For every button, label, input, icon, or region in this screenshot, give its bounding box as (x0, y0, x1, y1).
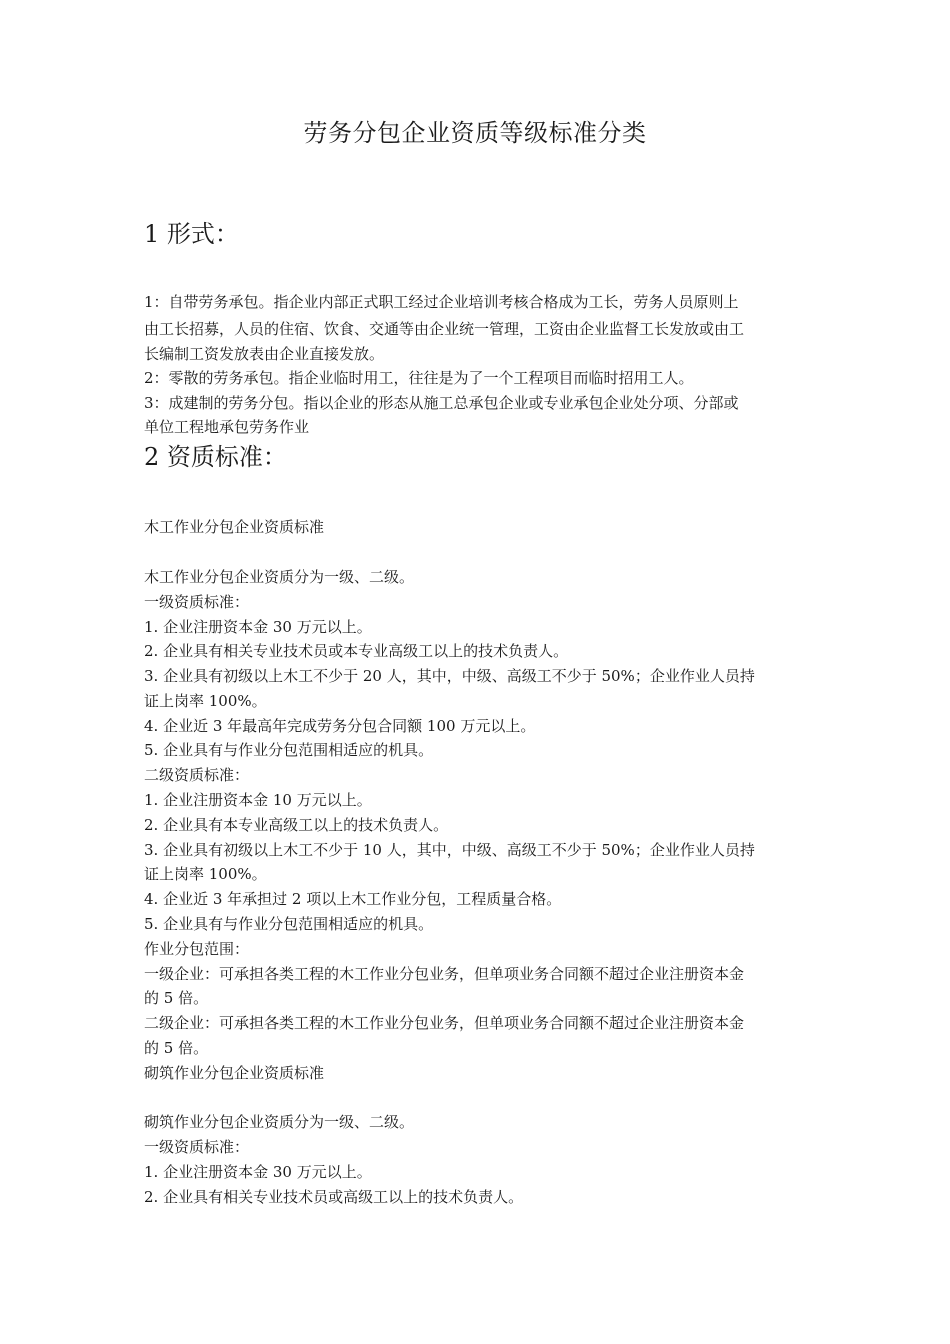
list-item: 4. 企业近 3 年最高年完成劳务分包合同额 100 万元以上。 (144, 717, 536, 735)
paragraph-line: 一级资质标准： (144, 593, 250, 611)
list-item: 1. 企业注册资本金 10 万元以上。 (144, 791, 372, 809)
list-item: 2. 企业具有本专业高级工以上的技术负责人。 (144, 816, 449, 834)
paragraph-line: 一级资质标准： (144, 1138, 250, 1156)
list-item: 2. 企业具有相关专业技术员或高级工以上的技术负责人。 (144, 1188, 524, 1206)
paragraph-line: 一级企业：可承担各类工程的木工作业分包业务，但单项业务合同额不超过企业注册资本金 (144, 965, 745, 983)
paragraph-line: 2：零散的劳务承包。指企业临时用工，往往是为了一个工程项目而临时招用工人。 (144, 369, 694, 387)
list-item: 4. 企业近 3 年承担过 2 项以上木工作业分包，工程质量合格。 (144, 890, 562, 908)
subsection-title: 砌筑作业分包企业资质标准 (144, 1064, 325, 1082)
section-heading-qualification: 2 资质标准： (144, 443, 287, 471)
paragraph-line: 木工作业分包企业资质分为一级、二级。 (144, 568, 415, 586)
paragraph-line: 的 5 倍。 (144, 1039, 209, 1057)
paragraph-line: 1：自带劳务承包。指企业内部正式职工经过企业培训考核合格成为工长，劳务人员原则上 (144, 293, 739, 311)
list-item: 1. 企业注册资本金 30 万元以上。 (144, 1163, 372, 1181)
paragraph-line: 3：成建制的劳务分包。指以企业的形态从施工总承包企业或专业承包企业处分项、分部或 (144, 394, 739, 412)
paragraph-line: 砌筑作业分包企业资质分为一级、二级。 (144, 1113, 415, 1131)
paragraph-line: 单位工程地承包劳务作业 (144, 418, 310, 436)
paragraph-line: 长编制工资发放表由企业直接发放。 (144, 345, 385, 363)
list-item-continuation: 证上岗率 100%。 (144, 692, 267, 710)
list-item: 5. 企业具有与作业分包范围相适应的机具。 (144, 915, 434, 933)
paragraph-line: 的 5 倍。 (144, 989, 209, 1007)
paragraph-line: 由工长招募，人员的住宿、饮食、交通等由企业统一管理，工资由企业监督工长发放或由工 (144, 320, 745, 338)
document-title: 劳务分包企业资质等级标准分类 (303, 119, 647, 147)
list-item: 5. 企业具有与作业分包范围相适应的机具。 (144, 741, 434, 759)
paragraph-line: 二级资质标准： (144, 766, 250, 784)
list-item: 3. 企业具有初级以上木工不少于 10 人，其中，中级、高级工不少于 50%；企业作业人员持 (144, 841, 755, 859)
section-heading-forms: 1 形式： (144, 220, 239, 248)
list-item-continuation: 证上岗率 100%。 (144, 865, 267, 883)
paragraph-line: 作业分包范围： (144, 940, 250, 958)
paragraph-line: 二级企业：可承担各类工程的木工作业分包业务，但单项业务合同额不超过企业注册资本金 (144, 1014, 745, 1032)
subsection-title: 木工作业分包企业资质标准 (144, 518, 325, 536)
list-item: 2. 企业具有相关专业技术员或本专业高级工以上的技术负责人。 (144, 642, 569, 660)
list-item: 1. 企业注册资本金 30 万元以上。 (144, 618, 372, 636)
list-item: 3. 企业具有初级以上木工不少于 20 人，其中，中级、高级工不少于 50%；企业作业人员持 (144, 667, 755, 685)
